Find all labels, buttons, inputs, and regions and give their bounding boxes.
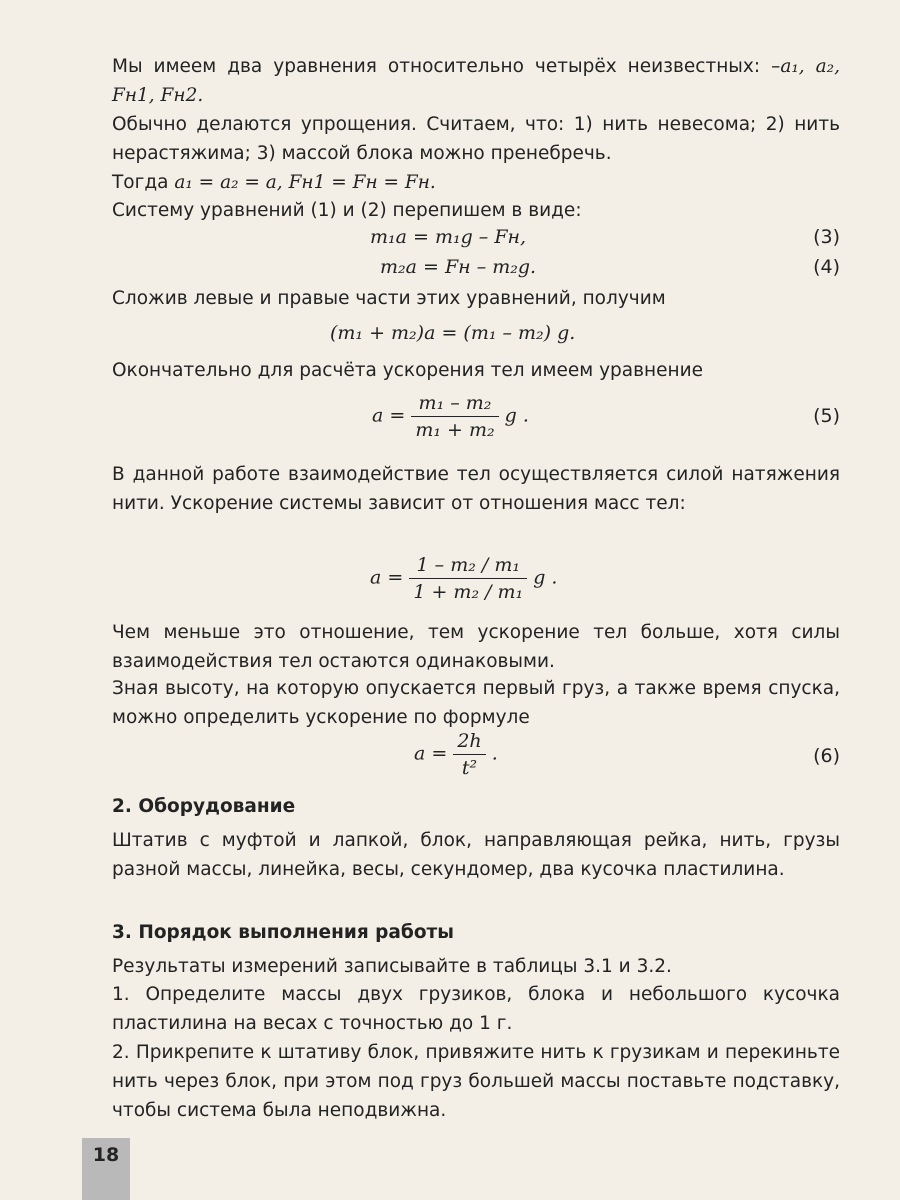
equation-5-number: (5) bbox=[813, 405, 840, 427]
paragraph-rewrite: Систему уравнений (1) и (2) перепишем в виде: bbox=[112, 200, 582, 221]
unknowns-formula: a₁, a₂, Fн1, Fн2. bbox=[112, 56, 840, 106]
then-prefix: Тогда bbox=[112, 172, 169, 193]
equation-ratio-numerator: 1 – m₂ / m₁ bbox=[409, 554, 527, 579]
equation-5-denominator: m₁ + m₂ bbox=[415, 419, 495, 441]
equation-6-lhs: a = bbox=[414, 742, 448, 765]
equation-5-fraction bbox=[411, 392, 498, 441]
equation-ratio-tail: g . bbox=[533, 566, 558, 589]
equation-4 bbox=[380, 256, 536, 278]
equation-4-expr: m₂a = Fн – m₂g. bbox=[380, 256, 537, 278]
paragraph-final: Окончательно для расчёта ускорения тел имеем уравнение bbox=[112, 360, 703, 381]
section-heading-procedure: 3. Порядок выполнения работы bbox=[112, 922, 454, 943]
paragraph-results: Результаты измерений записывайте в таблицы 3.1 и 3.2. bbox=[112, 956, 672, 977]
paragraph-simplifications: Обычно делаются упрощения. Считаем, что: 1) нить невесома; 2) нить нерастяжима; 3) массой блока можно пренебречь. bbox=[112, 114, 840, 164]
paragraph-equipment: Штатив с муфтой и лапкой, блок, направляющая рейка, нить, грузы разной массы, линейка, весы, секундомер, два кусочка пластилина. bbox=[112, 830, 840, 880]
equation-6-fraction bbox=[453, 730, 485, 779]
equation-3-number: (3) bbox=[813, 226, 840, 248]
paragraph-interaction: В данной работе взаимодействие тел осуществляется силой натяжения нити. Ускорение системы зависит от отношения масс тел: bbox=[112, 464, 840, 514]
equation-ratio-fraction bbox=[409, 554, 527, 603]
equation-ratio bbox=[370, 554, 557, 603]
step-2: 2. Прикрепите к штативу блок, привяжите нить к грузикам и перекиньте нить через блок, при этом под груз большей массы поставьте подставку, чтобы система была неподвижна. bbox=[112, 1042, 840, 1121]
paragraph-ratio-explain: Чем меньше это отношение, тем ускорение тел больше, хотя силы взаимодействия тел остаются одинаковыми. bbox=[112, 622, 840, 672]
equation-5-numerator: m₁ – m₂ bbox=[411, 392, 498, 417]
then-formula: a₁ = a₂ = a, Fн1 = Fн = Fн. bbox=[174, 172, 436, 193]
equation-6-tail: . bbox=[491, 742, 498, 765]
page-number: 18 bbox=[82, 1138, 130, 1200]
section-heading-equipment: 2. Оборудование bbox=[112, 796, 296, 817]
equation-6-numerator: 2h bbox=[453, 730, 485, 755]
paragraph-summing: Сложив левые и правые части этих уравнений, получим bbox=[112, 288, 666, 309]
paragraph-unknowns bbox=[112, 52, 840, 110]
equation-3-expr: m₁a = m₁g – Fн, bbox=[370, 226, 527, 248]
equation-sum bbox=[330, 322, 575, 344]
equation-ratio-denominator: 1 + m₂ / m₁ bbox=[413, 581, 524, 603]
equation-sum-expr: (m₁ + m₂)a = (m₁ – m₂) g. bbox=[330, 322, 576, 344]
equation-6-denominator: t² bbox=[461, 757, 478, 779]
paragraph-unknowns-text: Мы имеем два уравнения относительно четырёх неизвестных: – bbox=[112, 56, 781, 77]
equation-5-tail: g . bbox=[504, 404, 529, 427]
equation-5 bbox=[372, 392, 529, 441]
equation-6-number: (6) bbox=[813, 745, 840, 767]
paragraph-height: Зная высоту, на которую опускается первый груз, а также время спуска, можно определить ускорение по формуле bbox=[112, 678, 840, 728]
paragraph-then bbox=[112, 168, 840, 197]
equation-ratio-lhs: a = bbox=[370, 566, 404, 589]
equation-6 bbox=[414, 730, 498, 779]
equation-5-lhs: a = bbox=[372, 404, 406, 427]
equation-3 bbox=[370, 226, 526, 248]
step-1: 1. Определите массы двух грузиков, блока и небольшого кусочка пластилина на весах с точностью до 1 г. bbox=[112, 984, 840, 1034]
equation-4-number: (4) bbox=[813, 256, 840, 278]
